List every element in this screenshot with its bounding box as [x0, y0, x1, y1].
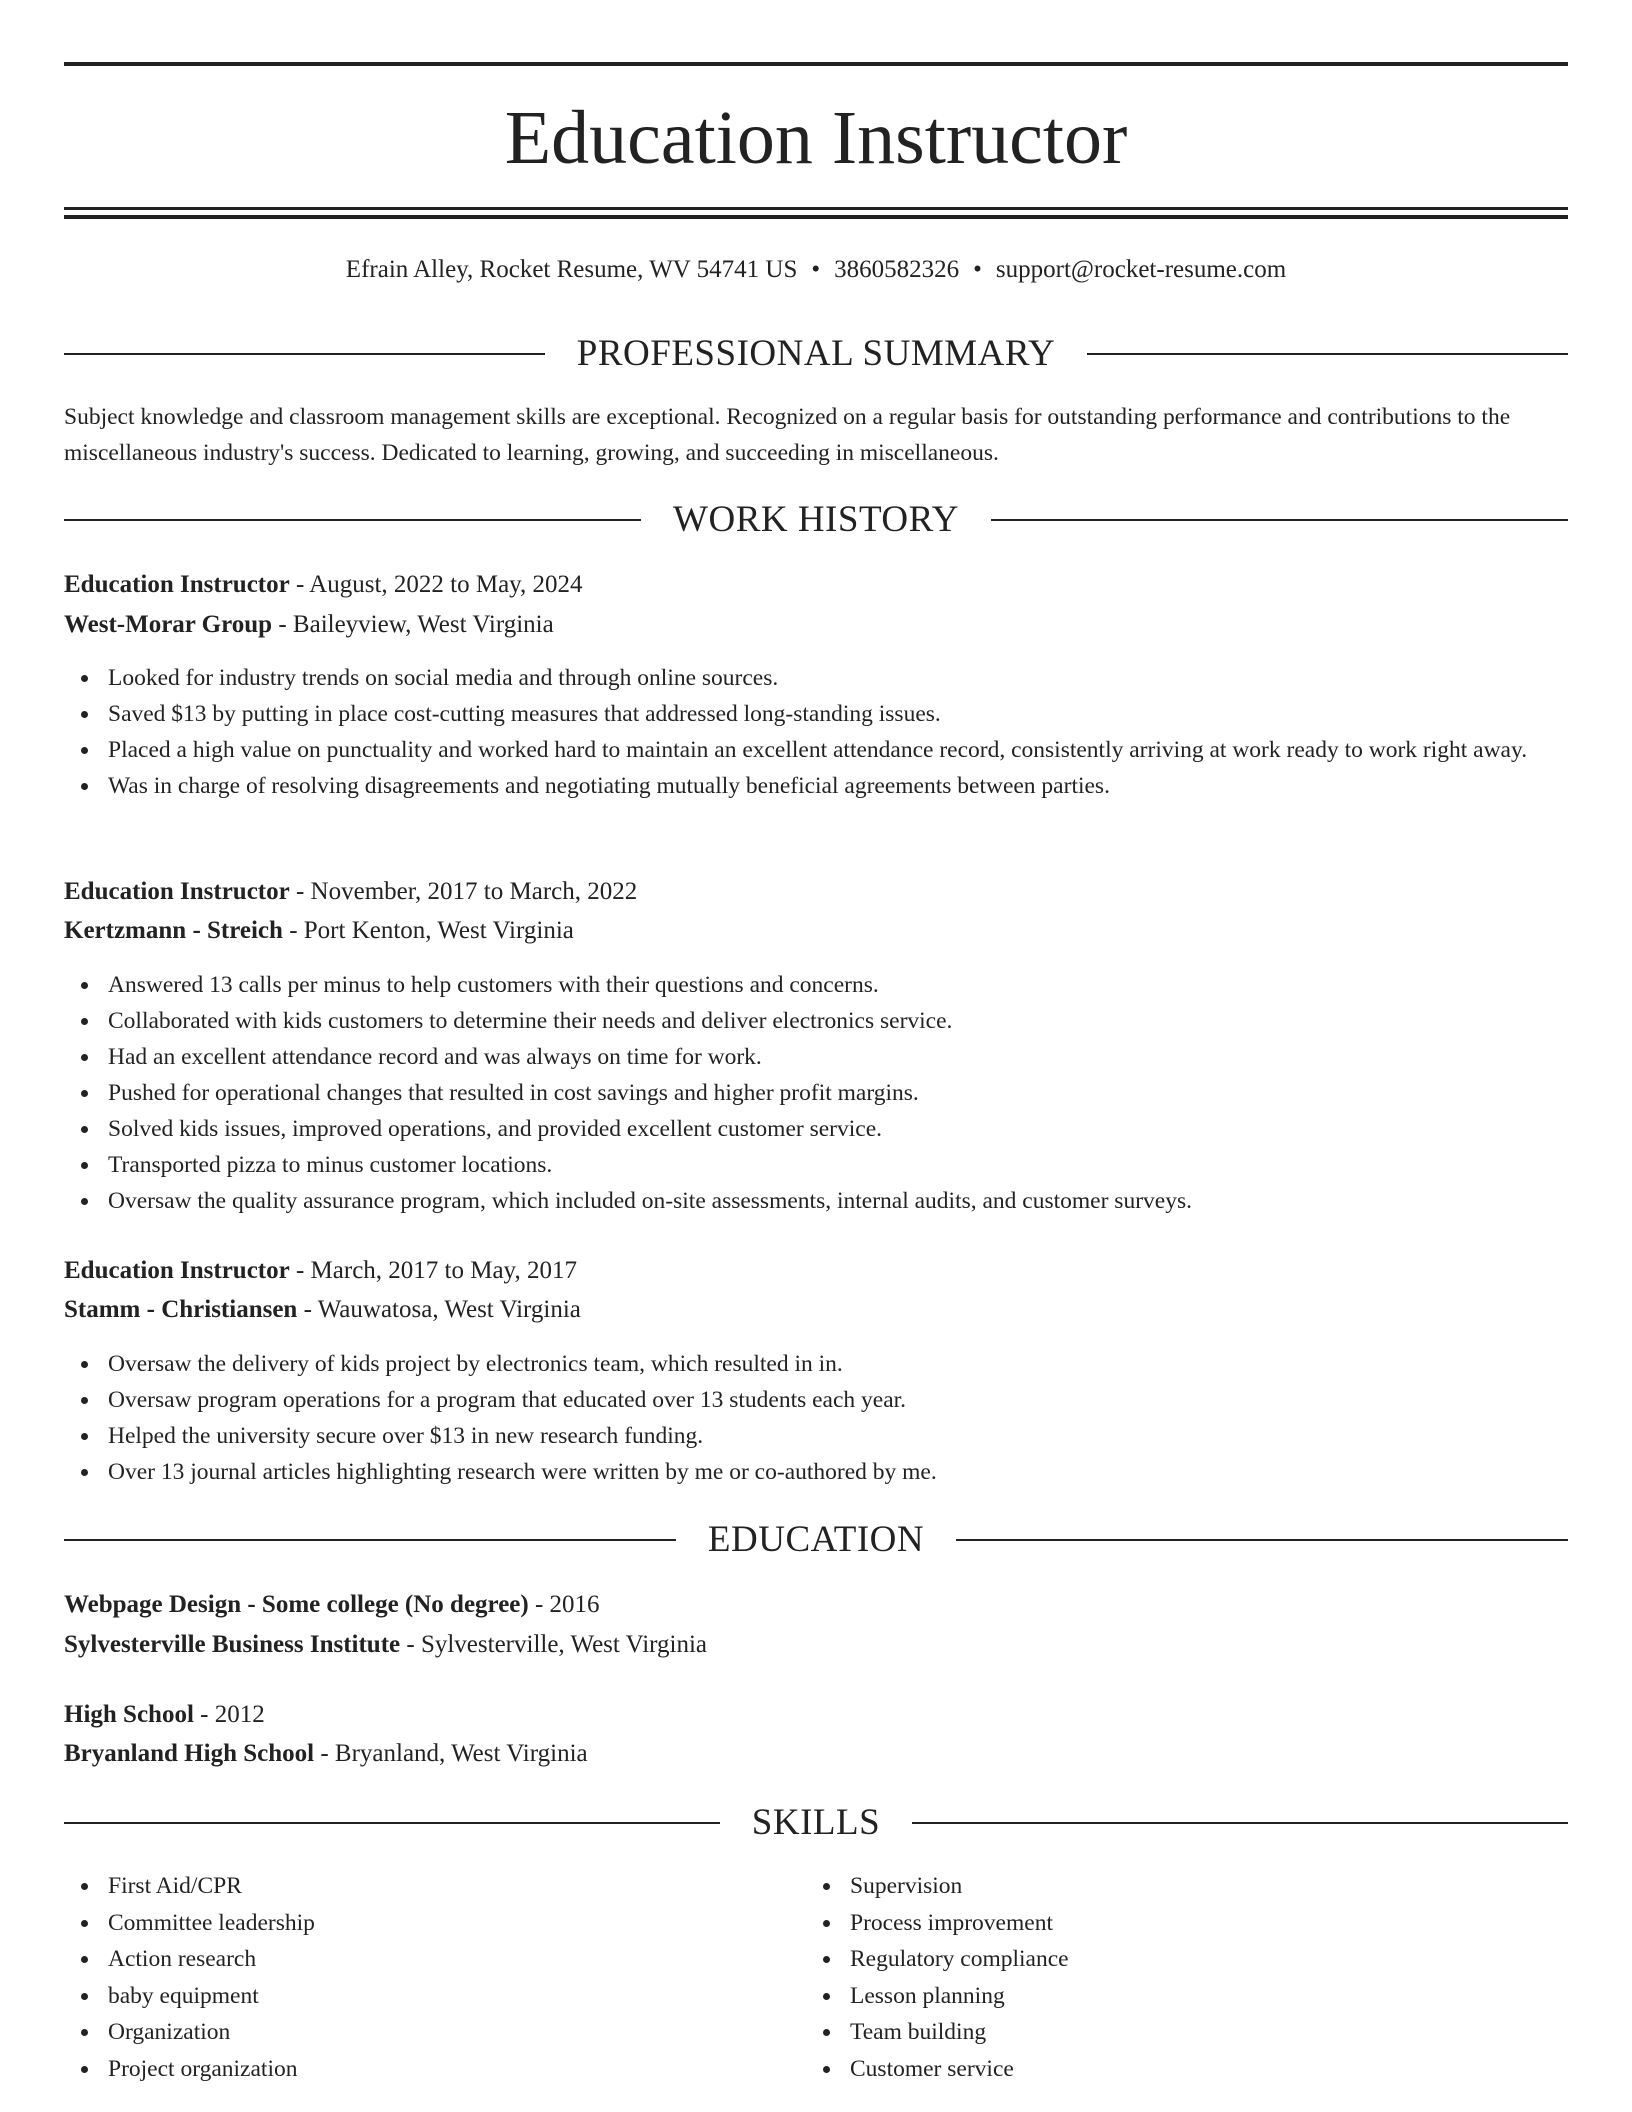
education-degree: Webpage Design - Some college (No degree): [64, 1591, 529, 1618]
skill-item: Team building: [850, 2014, 1506, 2051]
skill-item: Organization: [108, 2014, 764, 2051]
education-degree: High School: [64, 1701, 194, 1728]
skill-item: Process improvement: [850, 1905, 1506, 1942]
skill-item: Project organization: [108, 2051, 764, 2088]
contact-email: support@rocket-resume.com: [995, 256, 1287, 283]
list-item: Was in charge of resolving disagreements and negotiating mutually beneficial agreements between parties.: [108, 768, 1568, 804]
skills-list-left: [64, 1868, 764, 2087]
job-location: - Baileyview, West Virginia: [272, 611, 554, 638]
list-item: Pushed for operational changes that resulted in cost savings and higher profit margins.: [108, 1075, 1568, 1111]
heading-rule: [64, 1822, 720, 1824]
education-location: - Sylvesterville, West Virginia: [400, 1631, 707, 1658]
job-company-line: [64, 1292, 1568, 1328]
title-rule-upper: [64, 207, 1568, 210]
title-rule-lower: [64, 215, 1568, 219]
list-item: Looked for industry trends on social media and through online sources.: [108, 660, 1568, 696]
list-item: Saved $13 by putting in place cost-cutting measures that addressed long-standing issues.: [108, 696, 1568, 732]
heading-rule: [956, 1539, 1568, 1541]
heading-rule: [991, 519, 1568, 521]
job-location: - Port Kenton, West Virginia: [282, 917, 574, 944]
contact-line: [64, 253, 1568, 287]
job-title: Education Instructor: [64, 1257, 290, 1284]
section-title: PROFESSIONAL SUMMARY: [576, 333, 1056, 374]
education-location: - Bryanland, West Virginia: [314, 1740, 588, 1767]
section-heading-education: [64, 1520, 1568, 1560]
list-item: Solved kids issues, improved operations, and provided excellent customer service.: [108, 1111, 1568, 1147]
list-item: Placed a high value on punctuality and worked hard to maintain an excellent attendance record, consistently arriving at work ready to work right away.: [108, 732, 1568, 768]
job-bullets: [64, 1346, 1568, 1490]
summary-text: Subject knowledge and classroom management skills are exceptional. Recognized on a regular basis for outstanding performance and contributions to the miscellaneous industry's success. Dedicated to learning, growing, and succeeding in miscellaneous.: [64, 404, 1511, 466]
section-title: SKILLS: [751, 1802, 881, 1843]
education-school: Sylvesterville Business Institute: [64, 1631, 401, 1658]
education-school-line: [64, 1627, 1568, 1663]
job-company: West-Morar Group: [64, 611, 273, 638]
heading-rule: [912, 1822, 1568, 1824]
education-year: - 2016: [528, 1591, 600, 1618]
contact-phone: 3860582326: [834, 256, 960, 283]
skill-item: First Aid/CPR: [108, 1868, 764, 1905]
job-location: - Wauwatosa, West Virginia: [297, 1296, 581, 1323]
section-heading-skills: [64, 1803, 1568, 1843]
contact-separator: •: [811, 256, 821, 283]
heading-rule: [64, 1539, 676, 1541]
education-school: Bryanland High School: [64, 1740, 315, 1767]
skill-item: Supervision: [850, 1868, 1506, 1905]
list-item: Helped the university secure over $13 in new research funding.: [108, 1418, 1568, 1454]
job-title-line: [64, 1253, 1568, 1289]
education-year: - 2012: [193, 1701, 265, 1728]
job-dates: - November, 2017 to March, 2022: [289, 878, 638, 905]
list-item: Transported pizza to minus customer locations.: [108, 1147, 1568, 1183]
education-school-line: [64, 1736, 1568, 1772]
list-item: Oversaw the delivery of kids project by electronics team, which resulted in in.: [108, 1346, 1568, 1382]
job-title: Education Instructor: [64, 878, 290, 905]
job-dates: - August, 2022 to May, 2024: [289, 571, 583, 598]
education-degree-line: [64, 1697, 1568, 1733]
list-item: Over 13 journal articles highlighting research were written by me or co-authored by me.: [108, 1454, 1568, 1490]
skill-item: Customer service: [850, 2051, 1506, 2088]
list-item: Had an excellent attendance record and was always on time for work.: [108, 1039, 1568, 1075]
section-heading-summary: [64, 334, 1568, 374]
skill-item: Committee leadership: [108, 1905, 764, 1942]
job-title-line: [64, 874, 1568, 910]
list-item: Collaborated with kids customers to determine their needs and deliver electronics service.: [108, 1003, 1568, 1039]
section-heading-work: [64, 500, 1568, 540]
resume-title: Education Instructor: [504, 96, 1128, 180]
job-company-line: [64, 607, 1568, 643]
job-title-line: [64, 567, 1568, 603]
top-rule: [64, 62, 1568, 66]
education-degree-line: [64, 1587, 1568, 1623]
skill-item: Action research: [108, 1941, 764, 1978]
heading-rule: [64, 519, 641, 521]
job-company: Stamm - Christiansen: [64, 1296, 298, 1323]
skills-list-right: [806, 1868, 1506, 2087]
section-title: WORK HISTORY: [673, 499, 959, 540]
job-company: Kertzmann - Streich: [64, 917, 283, 944]
heading-rule: [64, 353, 545, 355]
heading-rule: [1087, 353, 1568, 355]
job-dates: - March, 2017 to May, 2017: [289, 1257, 577, 1284]
job-title: Education Instructor: [64, 571, 290, 598]
job-bullets: [64, 967, 1568, 1219]
contact-separator: •: [973, 256, 982, 283]
job-bullets: [64, 660, 1568, 804]
skill-item: baby equipment: [108, 1978, 764, 2015]
section-title: EDUCATION: [707, 1519, 925, 1560]
list-item: Oversaw the quality assurance program, which included on-site assessments, internal audits, and customer surveys.: [108, 1183, 1568, 1219]
skill-item: Lesson planning: [850, 1978, 1506, 2015]
list-item: Answered 13 calls per minus to help customers with their questions and concerns.: [108, 967, 1568, 1003]
job-company-line: [64, 913, 1568, 949]
contact-address: Efrain Alley, Rocket Resume, WV 54741 US: [345, 256, 798, 283]
skill-item: Regulatory compliance: [850, 1941, 1506, 1978]
list-item: Oversaw program operations for a program that educated over 13 students each year.: [108, 1382, 1568, 1418]
